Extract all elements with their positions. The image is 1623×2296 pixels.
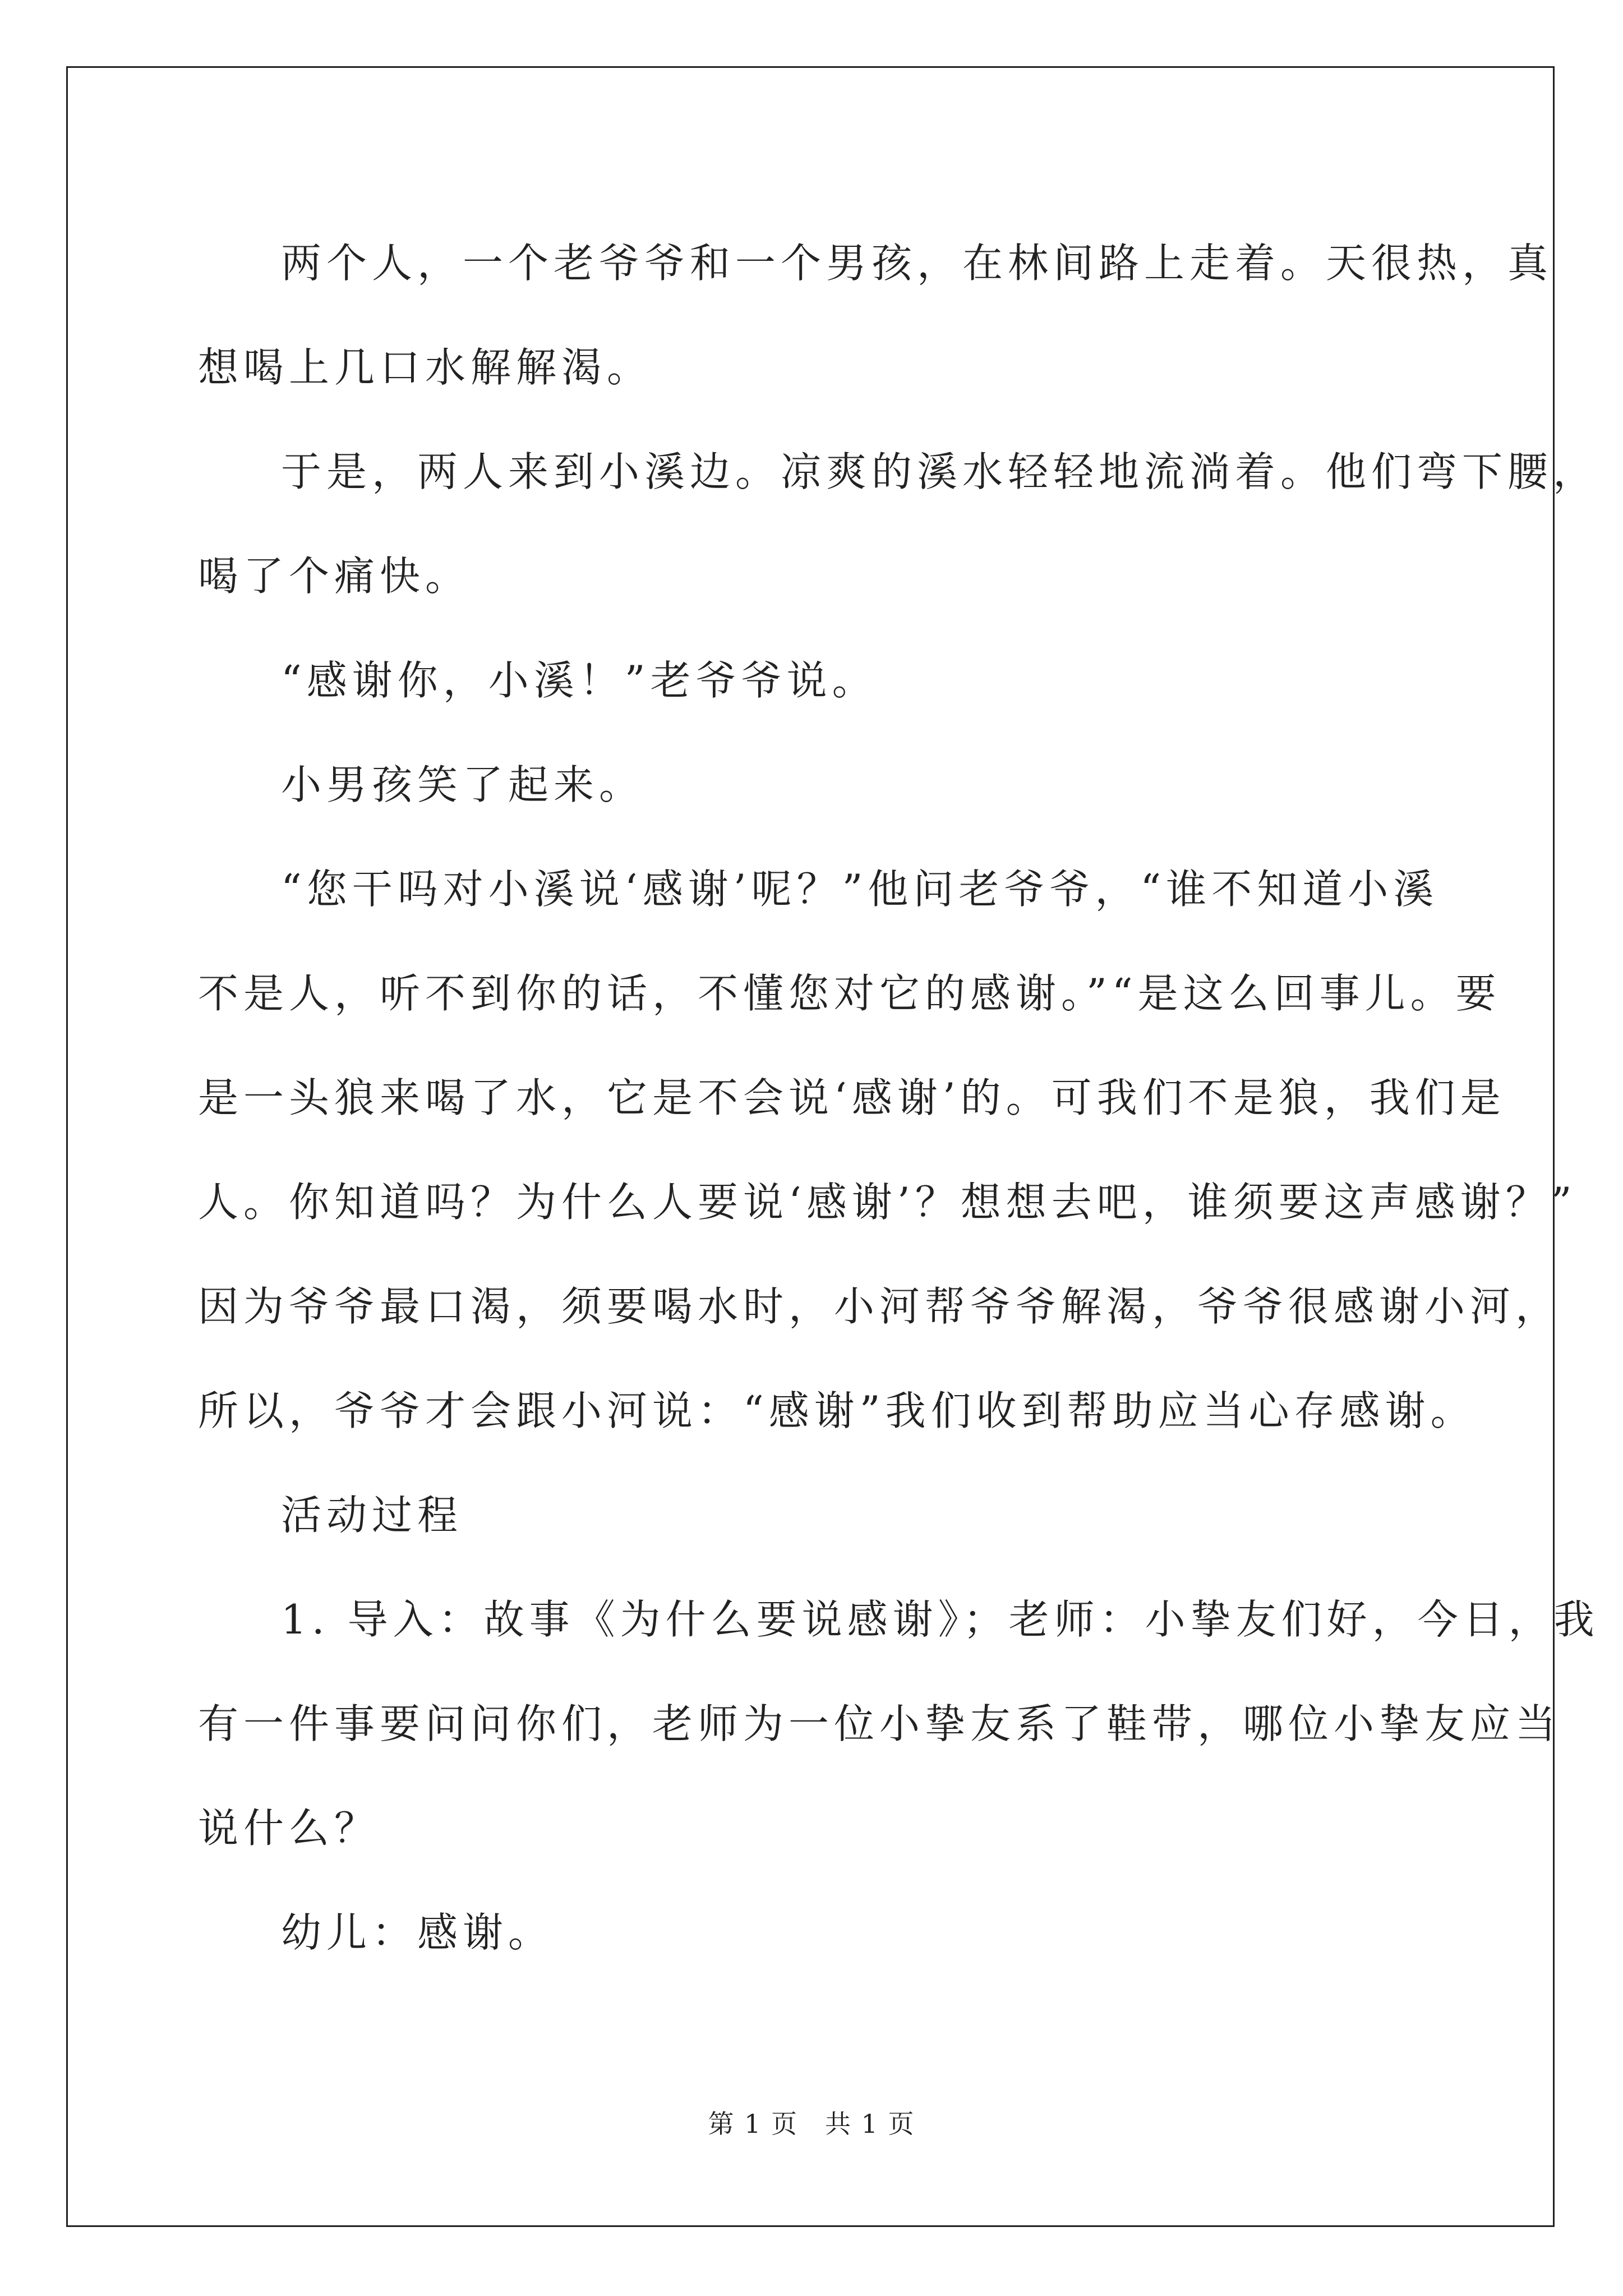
text-line: 人。你知道吗？为什么人要说‘感谢’？想想去吧，谁须要这声感谢？” <box>198 1179 1577 1226</box>
page-footer <box>0 2104 1623 2141</box>
text-line: 因为爷爷最口渴，须要喝水时，小河帮爷爷解渴，爷爷很感谢小河， <box>198 1283 1561 1330</box>
text-line: 所以，爷爷才会跟小河说：“感谢”我们收到帮助应当心存感谢。 <box>198 1387 1476 1434</box>
text-line: 幼儿：感谢。 <box>281 1909 554 1956</box>
text-line: 两个人，一个老爷爷和一个男孩，在林间路上走着。天很热，真 <box>281 240 1553 287</box>
text-line: “您干吗对小溪说‘感谢’呢？”他问老爷爷，“谁不知道小溪 <box>281 866 1439 913</box>
text-line: 不是人，听不到你的话，不懂您对它的感谢。”“是这么回事儿。要 <box>198 970 1501 1017</box>
text-line: 小男孩笑了起来。 <box>281 761 645 808</box>
text-line: 说什么？ <box>198 1805 380 1852</box>
section-heading: 活动过程 <box>281 1492 463 1539</box>
text-line: 是一头狼来喝了水，它是不会说‘感谢’的。可我们不是狼，我们是 <box>198 1074 1506 1121</box>
text-line: 1. 导入：故事《为什么要说感谢》；老师：小挚友们好，今日，我 <box>281 1596 1599 1643</box>
document-body <box>198 211 1599 1985</box>
text-line: 想喝上几口水解解渴。 <box>198 344 653 391</box>
text-line: 于是，两人来到小溪边。凉爽的溪水轻轻地流淌着。他们弯下腰， <box>281 448 1599 495</box>
text-line: 有一件事要问问你们，老师为一位小挚友系了鞋带，哪位小挚友应当 <box>198 1700 1561 1747</box>
page-number-label: 第 1 页 共 1 页 <box>708 2109 915 2139</box>
text-line: 喝了个痛快。 <box>198 553 471 600</box>
text-line: “感谢你，小溪！”老爷爷说。 <box>281 657 878 704</box>
